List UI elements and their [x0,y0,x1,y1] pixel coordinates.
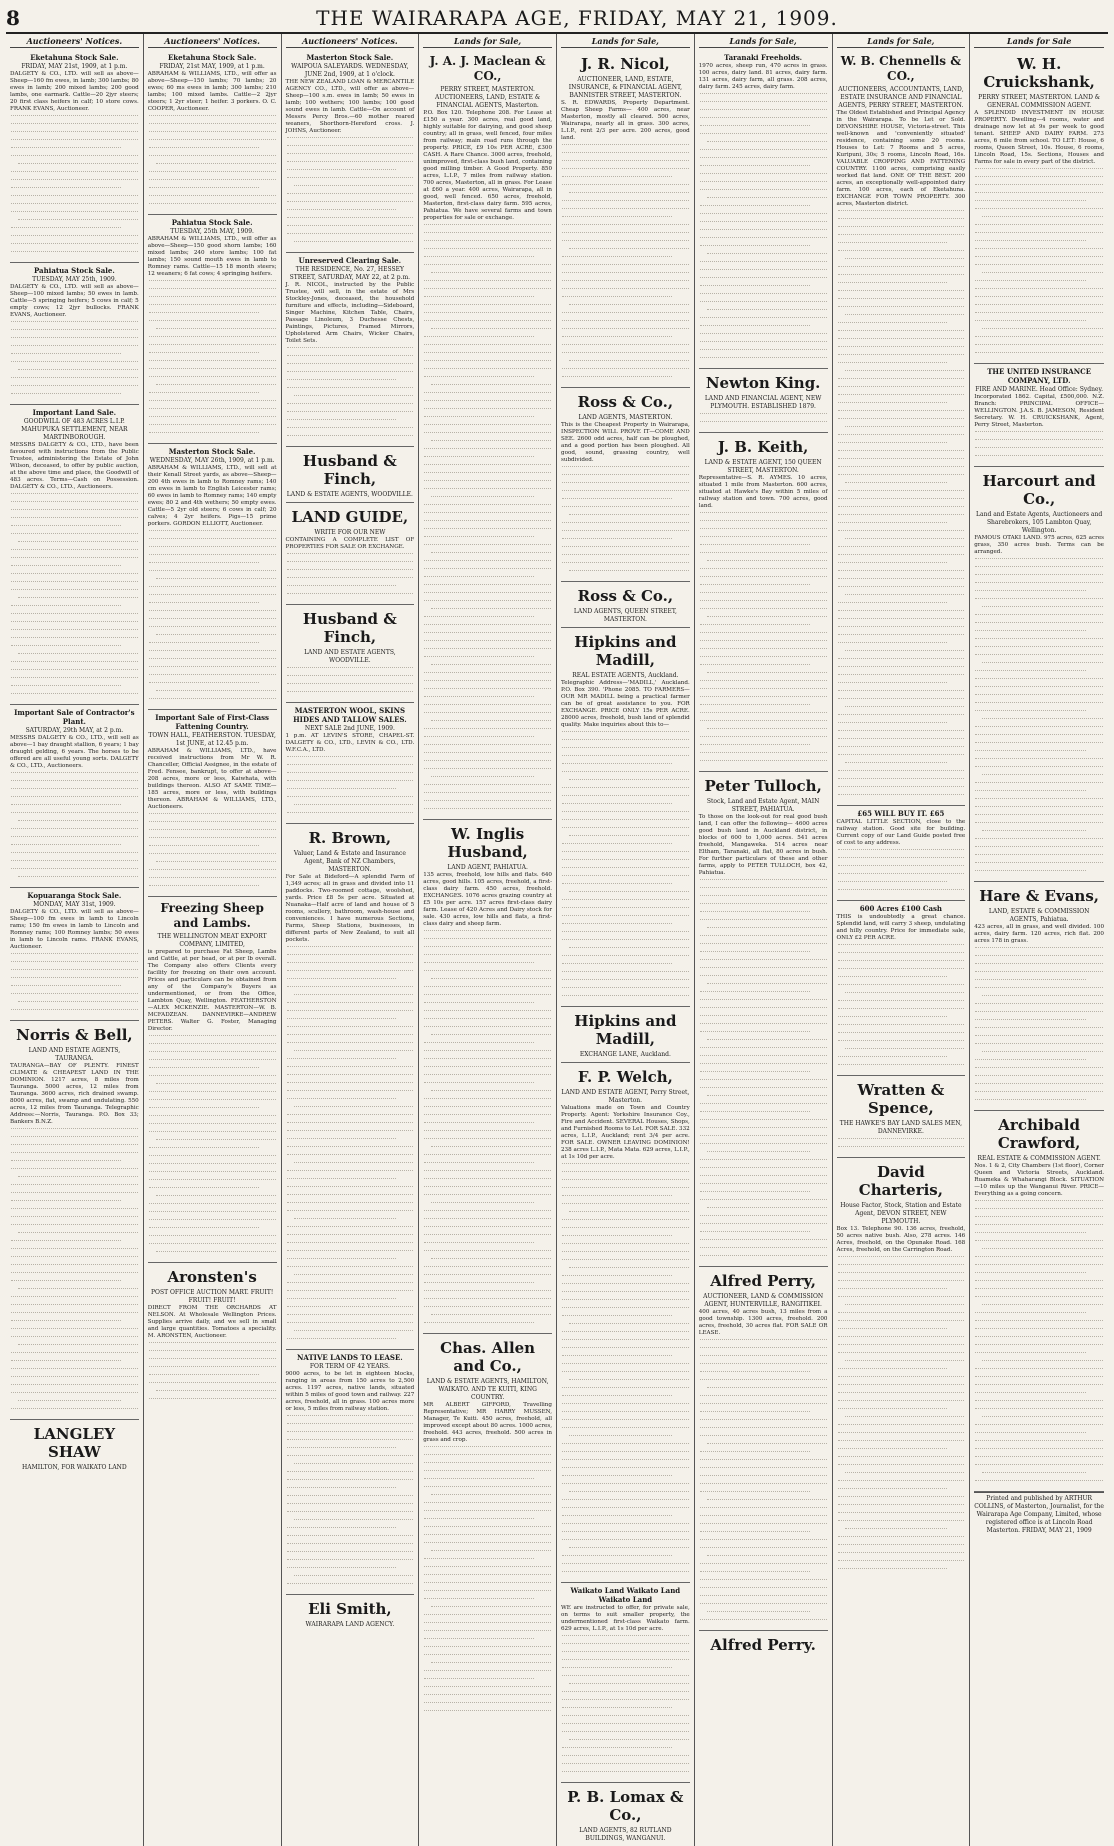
ad-title: Unreserved Clearing Sale. [298,256,402,265]
ad-fine-print [286,946,415,1346]
ad-subtitle: WEDNESDAY, MAY 26th, 1909, at 1 p.m. [149,457,275,464]
ad-body: DALGETY & CO., LTD. will sell as above—Sheep—100 mixed lambs; 50 ewes in lamb. Cattle—5 springing heifers; 5 cows in calf; 5 empty cows; 12 2jyr bullocks. FRANK EVANS, Auctioneer. [10,284,139,318]
ad-subtitle: FOR TERM OF 42 YEARS. [309,1363,390,1370]
ad-title: Alfred Perry. [710,1636,816,1654]
ad-title: Important Land Sale. [32,408,117,417]
advertisement [10,405,139,705]
advertisement [699,50,828,369]
advertisement [148,897,277,1263]
advertisement [837,806,966,901]
newspaper-title: THE WAIRARAPA AGE, FRIDAY, MAY 21, 1909. [316,6,838,30]
ad-fine-print [561,144,690,384]
ad-fine-print [10,953,139,1017]
advertisement [286,447,415,503]
advertisement [699,772,828,1267]
ad-fine-print [837,1138,966,1154]
ad-body: The Oldest Established and Principal Agency in the Wairarapa. To be Let or Sold. DEVONSHIRE HOUSE, Victoria-street. This well-known and 'conveniently situated' residence, containing some 20 rooms. Houses to Let: 7 Rooms and 5 acres, Kuripuni, 30s; 5 rooms, Lincoln Road, 16s. VALUABLE CROPPING AND FATTENING COUNTRY. 1100 acres, comprising easily worked flat land. ONE OF THE BEST. 200 acres, an exceptionally well-appointed dairy farm. 100 acres, each of Eketahuna. EXCHANGE FOR TOWN PROPERTY. 300 acres, Masterton district. [836,110,966,207]
ad-fine-print [286,1415,415,1591]
ad-body: CONTAINING A COMPLETE LIST OF PROPERTIES FOR SALE OR EXCHANGE. [285,537,415,550]
ad-title: J. A. J. Maclean & CO., [429,54,546,83]
advertisement [10,888,139,1021]
advertisement [561,1063,690,1583]
ad-fine-print [423,1446,552,1718]
ad-subtitle: LAND AND ESTATE AGENT, Perry Street, Masterton. [561,1089,690,1104]
advertisement [423,820,552,1334]
ad-title: Wratten & Spence, [857,1081,945,1117]
column-heading: Auctioneers' Notices. [148,36,277,48]
ad-body: DALGETY & CO., LTD. will sell as above—Sheep—160 fm ewes, in lamb; 300 lambs; 80 ewes in lamb; 200 mixed lambs; 200 good lambs, one earmark. Cattle—20 2jyr steers; 20 first class heifers in calf; 10 store cows. FRANK EVANS, Auctioneer. [10,71,139,112]
ad-subtitle: LAND AND ESTATE AGENTS, WOODVILLE. [304,649,396,664]
advertisement [10,1420,139,1475]
ad-fine-print [974,558,1104,878]
ad-title: MASTERTON WOOL, SKINS HIDES AND TALLOW SALES. [293,706,407,724]
advertisement [286,253,415,447]
ad-title: Masterton Stock Sale. [306,53,394,62]
ad-fine-print [561,731,690,1003]
ad-title: Pahiatua Stock Sale. [171,218,253,227]
advertisement [148,215,277,444]
ad-body: A SPLENDID INVESTMENT IN HOUSE PROPERTY. Dwelling—4 rooms, water and drainage now let at 9s per week to good tenant. SHEEP AND DAIRY FARM. 273 acres, 6 mile from school. TO LET: House, 6 rooms, Queen Street, 10s. House, 6 rooms, Lincoln Road, 15s. Sections, Houses and Farms for sale in every part of the district. [974,110,1104,165]
ad-fine-print [699,1339,828,1627]
ad-subtitle: THE RESIDENCE, No. 27, HESSEY STREET, SATURDAY, MAY 22, at 2 p.m. [289,266,411,281]
printer-imprint: Printed and published by ARTHUR COLLINS, of Masterton, Journalist, for the Wairarapa Age Company, Limited, whose registered office is at Lincoln Road Masterton. FRIDAY, MAY 21, 1909 [974,1492,1104,1535]
ad-subtitle: House Factor, Stock, Station and Estate Agent, DEVON STREET, NEW PLYMOUTH. [840,1202,962,1225]
ad-subtitle: LAND & ESTATE AGENTS, HAMILTON, WAIKATO. AND TE KUITI, KING COUNTRY. [426,1378,549,1401]
ad-subtitle: TUESDAY, 25th MAY, 1909. [170,228,254,235]
ad-fine-print [10,321,139,401]
ad-subtitle: TUESDAY, MAY 25th, 1909. [32,276,117,283]
ad-title: Pahiatua Stock Sale. [33,266,115,275]
ad-subtitle: THE WELLINGTON MEAT EXPORT COMPANY, LIMITED, [157,933,267,948]
ad-body: This is the Cheapest Property in Wairarapa, INSPECTION WILL PROVE IT—COME AND SEE. 2600 odd acres, half can be ploughed, and a good portion has been ploughed. All good, sound, grassing country, well subdivided. [561,422,690,463]
ad-title: Hipkins and Madill, [574,1012,677,1048]
ad-body: ABRAHAM & WILLIAMS, LTD., will offer as above—Sheep—150 good shorn lambs; 160 mixed lambs; 240 store lambs; 100 fat lambs; 150 sound mouth ewes in lamb to Romney rams. Cattle—15 18 month steers; 12 weaners; 6 fat cows; 4 springing heifers. [147,236,277,277]
ad-title: Kopuaranga Stock Sale. [27,891,122,900]
ad-body: 9000 acres, to be let in eighteen blocks, ranging in areas from 150 acres to 2,500 acres. 1197 acres, native lands, situated within 5 miles of good town and railway. 227 acres, freehold, all in grass. 100 acres more or less, 5 miles from railway station. [285,1371,415,1412]
advertisement [561,1007,690,1063]
ad-fine-print [699,413,828,429]
ad-subtitle: LAND AND ESTATE AGENTS, TAURANGA. [28,1047,121,1062]
column-heading: Lands for Sale, [837,36,966,48]
ad-title: Archibald Crawford, [997,1116,1081,1152]
ad-fine-print [148,1342,277,1406]
ad-title: David Charteris, [858,1163,943,1199]
ad-title: W. B. Chennells & CO., [840,54,962,83]
ad-body: DALGETY & CO., LTD. will sell as above—Sheep—100 fm ewes in lamb to Lincoln rams; 150 fm ewes in lamb to Lincoln and Romney rams; 100 Romney lambs; 50 ewes in lamb to Lincoln rams. FRANK EVANS, Auctioneer. [10,909,139,950]
ad-body: THIS is undoubtedly a great chance. Splendid land, will carry 3 sheep, undulating and hilly country. Price for immediate sale, ONLY £2 PER ACRE. [836,914,966,941]
ad-title: Important Sale of First-Class Fattening Country. [155,713,269,731]
ad-body: Valuations made on Town and Country Property. Agent: Yorkshire Insurance Coy., Fire and Accident. SEVERAL Houses, Shops, and Furnished Rooms to Let. FOR SALE. 332 acres, L.I.P., Auckland; rent 3/4 per acre. FOR SALE. OWNER LEAVING DOMINION! 238 acres L.I.P., Mata Mata. 629 acres, L.I.P., at 1s 10d per acre. [561,1105,690,1160]
ad-subtitle: LAND AGENTS, MASTERTON. [578,414,673,421]
ad-fine-print [10,493,139,701]
ad-fine-print [699,93,828,365]
ad-body: WE are instructed to offer, for private sale, on terms to suit smaller property, the undermentioned first-class Waikato farm. 629 acres, L.I.P., at 1s 10d per acre. [561,1605,690,1632]
ad-title: Ross & Co., [577,587,674,605]
ad-subtitle: LAND AGENT, PAHIATUA. [447,864,528,871]
ad-title: F. P. Welch, [577,1068,673,1086]
advertisement [10,1021,139,1420]
ad-title: Aronsten's [167,1268,257,1286]
ad-fine-print [148,1035,277,1259]
ad-body: ABRAHAM & WILLIAMS, LTD., will sell at their Kenall Street yards, as above—Sheep—200 4th ewes in lamb to Romney rams; 140 cm ewes in lamb to English Leicester rams; 60 ewes in lamb to Romney rams; 140 empty ewes; 80 2 and 4th wethers; 50 empty ewes. Cattle—5 2yr old steers; 6 cows in calf; 20 calves; 4 2yr heifers. Pigs—15 prime porkers. GORDON ELLIOTT, Auctioneer. [147,465,277,527]
ad-fine-print [561,1635,690,1779]
ad-subtitle: LAND AGENTS, 82 RUTLAND BUILDINGS, WANGANUI. [579,1827,672,1842]
ad-body: 400 acres, 40 acres bush, 13 miles from a good township. 1300 acres, freehold. 200 acres, freehold, 30 acres flat. FOR SALE OR LEASE. [698,1309,828,1336]
ad-body: is prepared to purchase Fat Sheep, Lambs and Cattle, at per head, or at per lb overall. The Company also offers Clients every facility for freezing on their own account. Prices and particulars can be obtained from any of the Company's Buyers as undermentioned, or from the Office, Lambton Quay, Wellington. FEATHERSTON—ALEX MCKENZIE. MASTERTON—W. B. MCFADZEAN. DANNEVIRKE—ANDREW PETERS. Walter G. Foster, Managing Director. [147,949,277,1032]
ad-subtitle: PERRY STREET, MASTERTON. AUCTIONEERS, LAND, ESTATE & FINANCIAL AGENTS, Masterton. [434,86,541,109]
advertisement [974,364,1104,467]
ad-subtitle: MONDAY, MAY 31st, 1909. [33,901,116,908]
advertisement [837,50,966,806]
advertisement [561,628,690,1007]
ad-body: 423 acres, all in grass, and well divided. 100 acres, dairy farm. 120 acres, rich flat. 200 acres 178 in grass. [974,924,1104,944]
ad-title: NATIVE LANDS TO LEASE. [297,1353,403,1362]
ad-body: Representative—S. R. AYMES. 10 acres, situated 1 mile from Masterton. 600 acres, situated at Hawke's Bay within 5 miles of railway station and town. 700 acres, good land. [698,475,828,509]
ad-fine-print [837,210,966,802]
column-7 [833,34,971,1846]
ad-fine-print [561,466,690,578]
ad-title: R. Brown, [308,829,392,847]
ad-body: Telegraphic Address—'MADILL,' Auckland. P.O. Box 390. 'Phone 2085. TO FARMERS— OUR MR MADILL being a practical farmer can be of great assistance to you. FOR EXCHANGE. PRICE ONLY 15s PER ACRE. 28000 acres, freehold, bush land of splendid quality. Make inquiries about this to— [561,680,690,728]
ad-subtitle: FRIDAY, 21st MAY, 1909, at 1 p.m. [159,63,265,70]
ad-body: MR ALBERT GIFFORD, Travelling Representative; MR HARRY MUSSEN, Manager, Te Kuiti. 450 acres, freehold, all improved except about 80 acres. 1000 acres, freehold. 443 acres, freehold. 500 acres in grass and crop. [423,1402,552,1443]
ad-fine-print [974,947,1104,1107]
ad-body: 1970 acres, sheep run, 470 acres in grass. 100 acres, dairy land. 81 acres, dairy farm. 131 acres, dairy farm, all grass. 208 acres, dairy farm. 245 acres, dairy farm. [698,63,828,90]
ad-body: ABRAHAM & WILLIAMS, LTD., have received instructions from Mr W. R. Chanceller, Official Assignee, in the estate of Fred. Fensee, bankrupt, to offer at above—208 acres, more or less, Kaiwhata, with buildings thereon. ALSO AT SAME TIME—185 acres, more or less, with buildings thereon. ABRAHAM & WILLIAMS, LTD., Auctioneers. [147,748,277,810]
ad-subtitle: WAIPOUA SALEYARDS. WEDNESDAY, JUNE 2nd, 1909, at 1 o'clock. [291,63,409,78]
advertisement [974,467,1104,882]
ad-body: Nos. 1 & 2, City Chambers (1st floor), Corner Queen and Victoria Streets, Auckland. Ruameka & Whaharangi Block. SITUATION—10 miles up the Wanganui River. PRICE—Everything as a going concern. [974,1163,1104,1197]
ad-title: J. B. Keith, [717,438,809,456]
ad-subtitle: GOODWILL OF 483 ACRES L.I.P. MAHUPUKA SETTLEMENT, NEAR MARTINBOROUGH. [21,418,128,441]
column-8 [970,34,1108,1846]
ad-fine-print [837,1256,966,1576]
ad-subtitle: LAND, ESTATE & COMMISSION AGENTS, Pahiatua. [988,908,1090,923]
column-2 [144,34,282,1846]
ad-subtitle: LAND AND FINANCIAL AGENT, NEW PLYMOUTH. ESTABLISHED 1879. [704,395,822,410]
columns [6,34,1108,1842]
ad-fine-print [10,115,139,259]
column-heading: Auctioneers' Notices. [286,36,415,48]
column-heading: Auctioneers' Notices. [10,36,139,48]
ad-fine-print [148,115,277,211]
ad-title: Harcourt and Co., [982,472,1096,508]
ad-title: Eli Smith, [308,1600,392,1618]
advertisement [561,582,690,628]
ad-fine-print [974,431,1104,463]
ad-body: 135 acres, freehold, low hills and flats. 640 acres, good hills. 105 acres, freehold, a first-class dairy farm. 450 acres, freehold. EXCHANGES. 1076 acres grazing country at £5 10s per acre. 157 acres first-class dairy farm. Lease of 420 Acres and Dairy stock for sale. 430 acres, low hills and flats, a first-class dairy and sheep farm. [423,872,552,927]
advertisement [286,824,415,1350]
ad-fine-print [286,667,415,699]
advertisement [423,50,552,820]
advertisement [286,1595,415,1632]
ad-subtitle: NEXT SALE 2nd JUNE, 1909. [304,725,395,732]
ad-title: Husband & Finch, [302,452,397,488]
column-5 [557,34,695,1846]
advertisement [561,1783,690,1846]
advertisement [837,901,966,1076]
ad-fine-print [974,1200,1104,1488]
ad-fine-print [286,347,415,443]
ad-subtitle: AUCTIONEER, LAND, ESTATE, INSURANCE, & FINANCIAL AGENT, BANNISTER STREET, MASTERTON. [568,76,682,99]
ad-fine-print [286,756,415,820]
advertisement [286,703,415,824]
advertisement [286,1350,415,1595]
ad-title: Hipkins and Madill, [574,633,677,669]
ad-body: THE NEW ZEALAND LOAN & MERCANTILE AGENCY CO., LTD., will offer as above—Sheep—100 s.m. ewes in lamb; 50 ewes in lamb; 100 wethers; 100 lambs; 100 good sound ewes in lamb. Cattle—On account of Messrs Percy Bros.—60 mother reared weaners, Shorthorn-Hereford cross. J. JOHNS, Auctioneer. [285,79,415,134]
ad-title: W. Inglis Husband, [447,825,528,861]
ad-body: DIRECT FROM THE ORCHARDS AT NELSON. At Wholesale Wellington Prices. Supplies arrive daily, and we sell in small and large quantities. Tomatoes a speciality. M. ARONSTEN, Auctioneer. [147,1305,277,1339]
ad-title: Peter Tulloch, [704,777,822,795]
ad-fine-print [423,224,552,816]
ad-subtitle: WRITE FOR OUR NEW [314,529,386,536]
ad-fine-print [837,944,966,1072]
ad-subtitle: Stock, Land and Estate Agent, MAIN STREET, PAHIATUA. [706,798,820,813]
ad-fine-print [148,813,277,893]
advertisement [837,1076,966,1158]
ad-fine-print [148,530,277,706]
column-heading: Lands for Sale, [699,36,828,48]
ad-body: P.O. Box 120. Telephone 208. For Lease at £150 a year. 300 acres, real good land, highly suitable for dairying, and good sheep country; all in grass, well fenced, four miles from railway; main road runs through the property. PRICE, £9 10s PER ACRE, £300 CASH. A Rare Chance. 3000 acres, freehold, unimproved, first-class bush land, containing good milling timber. A Good Property. 850 acres, L.I.P., 7 miles from railway station. 700 acres, Masterton, all in grass. For Lease at £60 a year. 400 acres, Wairarapa, all in good, well fenced. 650 acres, freehold, Masterton, first-class dairy farm. 595 acres, Pahiatua. We have several farms and town properties for sale or exchange. [423,110,552,221]
ad-title: P. B. Lomax & Co., [567,1788,684,1824]
ad-title: LANGLEY SHAW [33,1425,116,1461]
ad-subtitle: LAND & ESTATE AGENTS, WOODVILLE. [286,491,413,498]
column-4 [419,34,557,1846]
ad-subtitle: POST OFFICE AUCTION MART. FRUIT! FRUIT! FRUIT! [151,1289,274,1304]
ad-title: J. R. Nicol, [580,55,670,73]
advertisement [10,705,139,888]
advertisement [699,1631,828,1660]
ad-body: To those on the look-out for real good bush land, I can offer the following— 4600 acres good bush land in Auckland district, in blocks of 600 to 1,000 acres. 541 acres freehold, Mangaweka. 514 acres near Eltham, Taranaki, all flat, 80 acres in bush. For further particulars of these and other farms, apply to PETER TULLOCH, box 42, Pahiatua. [698,814,828,876]
advertisement [286,503,415,605]
advertisement [699,1267,828,1631]
ad-subtitle: PERRY STREET, MASTERTON. LAND & GENERAL COMMISSION AGENT. [978,94,1101,109]
ad-fine-print [423,930,552,1330]
advertisement [148,444,277,710]
ad-title: Husband & Finch, [302,610,397,646]
ad-title: Hare & Evans, [979,887,1099,905]
ad-subtitle: THE HAWKE'S BAY LAND SALES MEN, DANNEVIRKE. [839,1120,963,1135]
ad-title: Taranaki Freeholds. [724,53,803,62]
ad-subtitle: REAL ESTATE AGENTS, Auckland. [572,672,679,679]
advertisement [974,50,1104,364]
ad-subtitle: WAIRARAPA LAND AGENCY. [305,1621,395,1628]
column-6 [695,34,833,1846]
ad-fine-print [561,1163,690,1579]
ad-subtitle: SATURDAY, 29th MAY, at 2 p.m. [25,727,124,734]
ad-fine-print [286,553,415,601]
ad-subtitle: TOWN HALL, FEATHERSTON. TUESDAY, 1st JUNE, at 12.45 p.m. [148,732,276,747]
ad-title: Waikato Land Waikato Land Waikato Land [570,1586,681,1604]
advertisement [837,1158,966,1579]
ad-body: FAMOUS OTAKI LAND. 975 acres, 625 acres grass, 350 acres bush. Terms can be arranged. [974,535,1104,555]
ad-subtitle: EXCHANGE LANE, Auckland. [579,1051,671,1058]
ad-subtitle: Valuer, Land & Estate and Insurance Agent, Bank of NZ Chambers, MASTERTON. [293,850,406,873]
ad-title: Eketahuna Stock Sale. [167,53,257,62]
ad-title: 600 Acres £100 Cash [859,904,943,913]
ad-title: Ross & Co., [577,393,674,411]
advertisement [561,50,690,388]
advertisement [10,263,139,405]
ad-title: Important Sale of Contractor's Plant. [14,708,135,726]
advertisement [974,882,1104,1111]
ad-subtitle: FRIDAY, MAY 21st, 1909, at 1 p.m. [21,63,128,70]
ad-title: Newton King. [705,374,821,392]
ad-fine-print [148,280,277,440]
ad-title: THE UNITED INSURANCE COMPANY, LTD. [987,367,1092,385]
ad-title: Alfred Perry, [710,1272,816,1290]
ad-fine-print [699,512,828,768]
advertisement [561,1583,690,1783]
column-1 [6,34,144,1846]
ad-title: Norris & Bell, [16,1026,133,1044]
ad-title: £65 WILL BUY IT. £65 [857,809,945,818]
ad-title: LAND GUIDE, [291,508,409,526]
column-heading: Lands for Sale [974,36,1104,48]
ad-body: TAURANGA—BAY OF PLENTY. FINEST CLIMATE & CHEAPEST LAND IN THE DOMINION. 1217 acres, 8 miles from Tauranga. 5000 acres, 12 miles from Tauranga. 3600 acres, rich drained swamp. 8000 acres, flat, swamp and undulating. 550 acres, 12 miles from Tauranga. Telegraphic Address:—Norris, Tauranga. P.O. Box 33; Bankers B.N.Z. [10,1063,139,1125]
ad-subtitle: LAND & ESTATE AGENT, 150 QUEEN STREET, MASTERTON. [704,459,822,474]
advertisement [423,1334,552,1721]
ad-subtitle: Land and Estate Agents, Auctioneers and Sharebrokers, 105 Lambton Quay, Wellington. [976,511,1103,534]
ad-fine-print [699,879,828,1263]
ad-subtitle: FIRE AND MARINE. Head Office: Sydney. [975,386,1103,393]
ad-subtitle: LAND AGENTS, QUEEN STREET, MASTERTON. [573,608,677,623]
ad-fine-print [10,1128,139,1416]
ad-subtitle: HAMILTON, FOR WAIKATO LAND [22,1464,127,1471]
column-heading: Lands for Sale, [423,36,552,48]
ad-body: ABRAHAM & WILLIAMS, LTD., will offer as above—Sheep—150 lambs; 70 lambs; 20 ewes; 60 ms ewes in lamb; 300 lambs; 210 lambs; 100 mixed lambs. Cattle—2 2jyr steers; 1 2yr steer; 1 heifer. 3 porkers. O. C. COOPER, Auctioneer. [147,71,277,112]
ad-body: For Sale at Bideford—A splendid Farm of 1,349 acres; all in grass and divided into 11 paddocks. Two-roomed cottage, woolshed, yards. Price £8 5s per acre. Situated at Nuanaka—Half acre of land and house of 5 rooms, scullery, bathroom, wash-house and conveniences. I have numerous Sections, Farms, Sheep Stations, businesses, in different parts of New Zealand, to suit all pockets. [285,874,415,943]
advertisement [974,1111,1104,1492]
advertisement [286,605,415,703]
advertisement [148,710,277,897]
ad-title: Eketahuna Stock Sale. [30,53,119,62]
advertisement [286,50,415,253]
column-heading: Lands for Sale, [561,36,690,48]
ad-fine-print [974,168,1104,360]
ad-title: Chas. Allen and Co., [440,1339,536,1375]
ad-subtitle: AUCTIONEERS, ACCOUNTANTS, LAND, ESTATE INSURANCE AND FINANCIAL AGENTS, PERRY STREET, MASTERTON. [838,86,964,109]
ad-body: S. R. EDWARDS, Property Department. Cheap Sheep Farms— 400 acres, near Masterton, mostly all cleared. 500 acres, Wairarapa, nearly all in grass. 300 acres, L.I.P., rent 2/3 per acre. 200 acres, good land. [561,100,690,141]
ad-subtitle: AUCTIONEER, LAND & COMMISSION AGENT, HUNTERVILLE, RANGITIKEI. [703,1293,824,1308]
advertisement [148,50,277,215]
ad-body: 1 p.m. AT LEVIN'S STORE, CHAPEL-ST. DALGETY & CO., LTD., LEVIN & CO., LTD. W.F.C.A., LTD. [285,733,415,753]
advertisement [148,1263,277,1409]
ad-body: CAPITAL LITTLE SECTION, close to the railway station. Good site for building. Current copy of our Land Guide posted free of cost to any address. [836,819,966,846]
ad-body: Incorporated 1862. Capital, £500,000. N.Z. Branch: PRINCIPAL OFFICE—WELLINGTON. J.A.S. B. JAMESON, Resident Secretary. W. H. CRUICKSHANK, Agent, Perry Street, Masterton. [974,394,1104,428]
ad-body: J. R. NICOL, instructed by the Public Trustee, will sell, in the estate of Mrs Stockley-Jones, deceased, the household furniture and effects, including—Sideboard, Singer Machine, Kitchen Table, Chairs, Passage Linoleum, 3 Duchesse Chests, Paintings, Pictures, Framed Mirrors, Upholstered Arm Chairs, Wicker Chairs, Toilet Sets. [285,282,415,344]
advertisement [699,369,828,433]
ad-fine-print [837,849,966,897]
ad-title: Masterton Stock Sale. [168,447,256,456]
column-3 [282,34,420,1846]
ad-body: Box 13. Telephone 90. 136 acres, freehold, 50 acres native bush. Also, 278 acres. 146 Acres, freehold, on the Opunake Road. 168 Acres, freehold, on the Carrington Road. [836,1226,966,1253]
ad-fine-print [10,772,139,884]
masthead [6,6,1108,34]
ad-subtitle: REAL ESTATE & COMMISSION AGENT. [977,1155,1101,1162]
ad-fine-print [286,137,415,249]
ad-title: Freezing Sheep and Lambs. [160,901,264,930]
page-number: 8 [6,6,20,30]
advertisement [699,433,828,772]
ad-title: W. H. Cruickshank, [983,55,1095,91]
advertisement [10,50,139,263]
advertisement [561,388,690,582]
ad-body: MESSRS DALGETY & CO., LTD., will sell as above—1 bay draught stallion, 6 years; 1 bay draught gelding, 6 years. The horses to be offered are all useful young sorts. DALGETY & CO., LTD., Auctioneers. [10,735,139,769]
ad-body: MESSRS DALGETY & CO., LTD., have been favoured with instructions from the Public Trustee, administering the Estate of John Wilson, deceased, to offer by public auction, at the above time and place, the Goodwill of 483 acres. Terms—Cash on Possession. DALGETY & CO., LTD., Auctioneers. [10,442,139,490]
